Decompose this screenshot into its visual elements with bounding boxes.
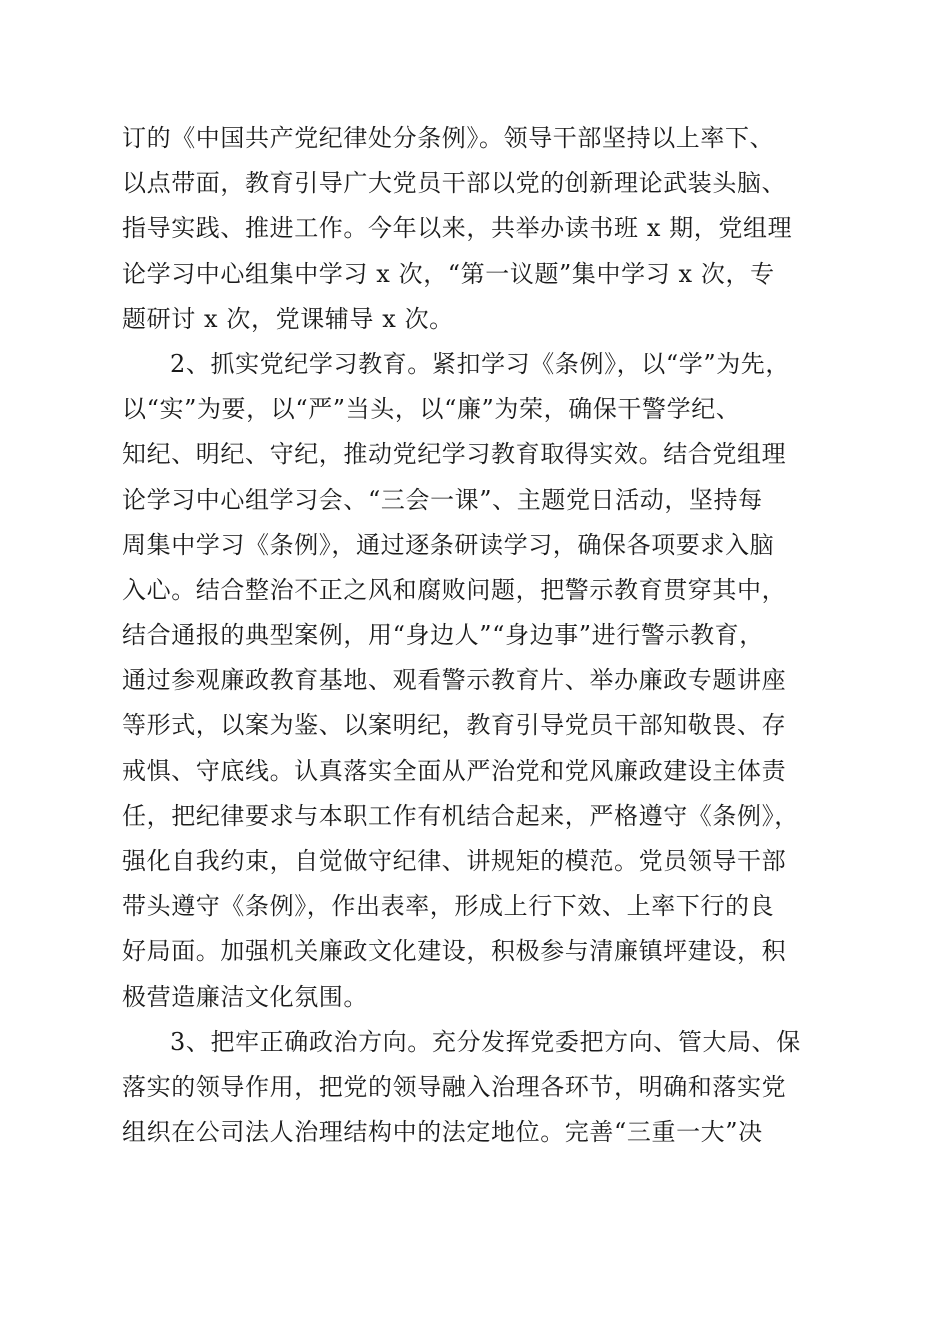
text-line: 任，把纪律要求与本职工作有机结合起来，严格遵守《条例》， [122,801,799,830]
text-line: 论学习中心组集中学习 x 次，“第一议题”集中学习 x 次，专 [122,259,775,288]
text-line: 入心。结合整治不正之风和腐败问题，把警示教育贯穿其中， [122,575,787,604]
text-line: 以“实”为要，以“严”当头，以“廉”为荣，确保干警学纪、 [122,395,741,424]
text-line: 周集中学习《条例》，通过逐条研读学习，确保各项要求入脑 [122,530,775,559]
text-line: 组织在公司法人治理结构中的法定地位。完善“三重一大”决 [122,1118,763,1147]
text-line: 2、抓实党纪学习教育。紧扣学习《条例》，以“学”为先， [170,349,791,378]
text-line: 题研讨 x 次，党课辅导 x 次。 [122,304,454,333]
paragraph-3 [122,1020,832,1156]
text-line: 论学习中心组学习会、“三会一课”、主题党日活动，坚持每 [122,485,763,514]
text-line: 戒惧、守底线。认真落实全面从严治党和党风廉政建设主体责 [122,756,787,785]
text-line: 指导实践、推进工作。今年以来，共举办读书班 x 期，党组理 [122,214,793,243]
text-line: 结合通报的典型案例，用“身边人”“身边事”进行警示教育， [122,621,764,650]
body-text [122,116,832,1155]
text-line: 好局面。加强机关廉政文化建设，积极参与清廉镇坪建设，积 [122,937,787,966]
text-line: 等形式，以案为鉴、以案明纪，教育引导党员干部知敬畏、存 [122,711,787,740]
text-line: 3、把牢正确政治方向。充分发挥党委把方向、管大局、保 [170,1027,801,1056]
text-line: 极营造廉洁文化氛围。 [122,982,368,1011]
text-line: 落实的领导作用，把党的领导融入治理各环节，明确和落实党 [122,1072,787,1101]
paragraph-1-continued [122,116,832,342]
text-line: 带头遵守《条例》，作出表率，形成上行下效、上率下行的良 [122,892,775,921]
text-line: 订的《中国共产党纪律处分条例》。领导干部坚持以上率下、 [122,124,775,152]
text-line: 通过参观廉政教育基地、观看警示教育片、举办廉政专题讲座 [122,666,787,695]
text-line: 以点带面，教育引导广大党员干部以党的创新理论武装头脑、 [122,169,787,198]
text-line: 知纪、明纪、守纪，推动党纪学习教育取得实效。结合党组理 [122,440,787,469]
paragraph-2 [122,342,832,1020]
text-line: 强化自我约束，自觉做守纪律、讲规矩的模范。党员领导干部 [122,847,787,875]
